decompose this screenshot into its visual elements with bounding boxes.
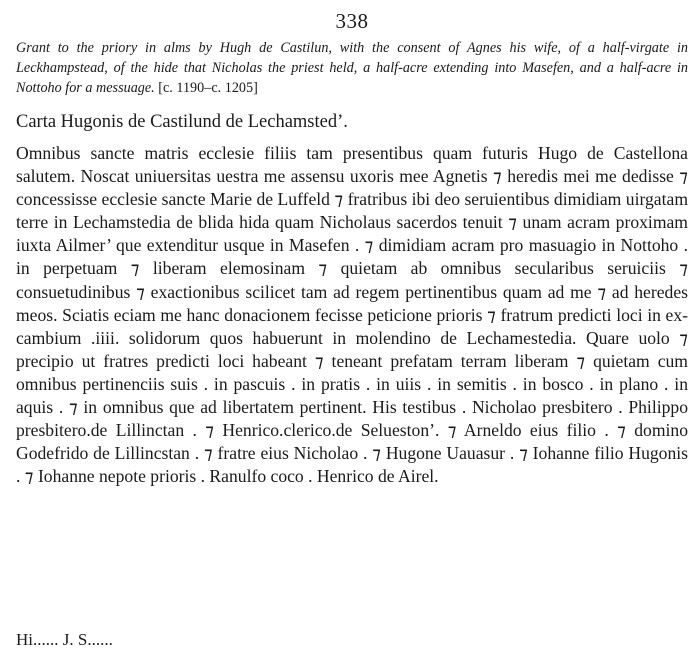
charter-title: Carta Hugonis de Castilund de Lechamsted’.: [16, 112, 348, 132]
summary-text: Grant to the priory in alms by Hugh de Castilun, with the consent of Agnes his wife, of a half-virgate in Leckhampstead, of the hide that Nicholas the priest held, a half-acre extending into Masefen, and a half-acre in Nottoho for a messuage.: [16, 40, 688, 96]
charter-text: Omnibus sancte matris ecclesie filiis tam presentibus quam futuris Hugo de Castellona salutem. Noscat uniuersitas uestra me assensu uxoris mee Agnetis ⁊ heredis mei me dedisse ⁊ concessisse ecclesie sancte Marie de Luffeld ⁊ fratribus ibi deo seruientibus dimidiam uirgatam terre in Lechamstedia de blida hida quam Nicholaus sacerdos tenuit ⁊ unam acram proximam iuxta Ailmer’ que extenditur usque in Masefen . ⁊ dimidiam acram pro masuagio in Nottoho . in perpetuam ⁊ liberam elemosinam ⁊ quietam ab omnibus secularibus seruiciis ⁊ consuetudinibus ⁊ exactionibus scilicet tam ad regem pertinentibus quam ad me ⁊ ad heredes meos. Sciatis eciam me hanc donacionem fecisse peticione prioris ⁊ fratrum predicti loci in excambium .iiii. solidorum quos habuerunt in molendino de Lechamestedia. Quare uolo ⁊ precipio ut fratres predicti loci habeant ⁊ teneant prefatam terram liberam ⁊ quietam cum omnibus pertinenciis suis . in pascuis . in pratis . in uiis . in semitis . in bosco . in plano . in aquis . ⁊ in omnibus que ad libertatem pertinent. His testibus . Nicholao presbitero . Philippo presbitero.de Lillinctan . ⁊ Henrico.clerico.de Selueston’. ⁊ Arneldo eius filio . ⁊ domino Godefrido de Lillincstan . ⁊ fratre eius Nicholao . ⁊ Hugone Uauasur . ⁊ Iohanne filio Hugonis . ⁊ Iohanne nepote prioris . Ranulfo coco . Henrico de Airel.: [16, 143, 688, 487]
page-number: 338: [335, 9, 369, 33]
document-page: [16, 8, 688, 488]
charter-summary: [16, 38, 688, 98]
cutoff-next-line: Hi...... J. S......: [16, 630, 113, 649]
summary-date: [c. 1190–c. 1205]: [158, 80, 258, 96]
